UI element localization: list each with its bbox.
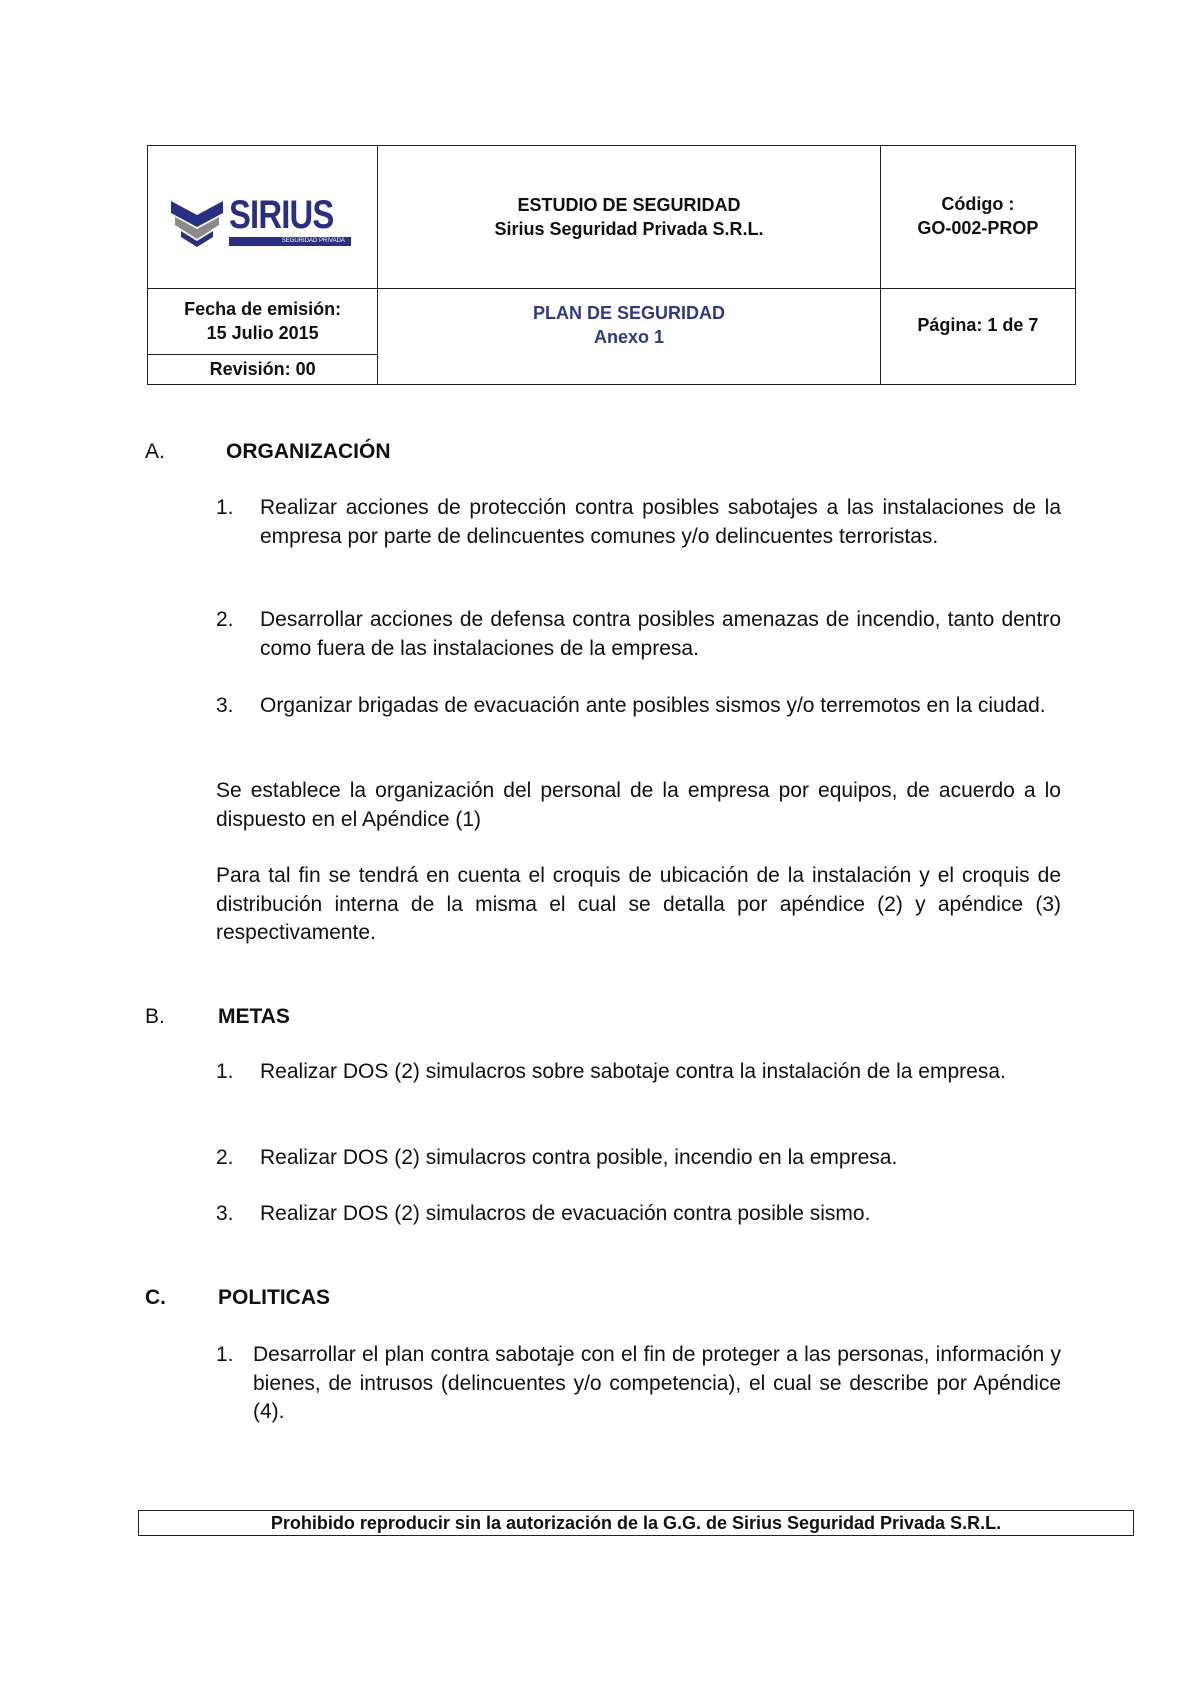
issue-date-label: Fecha de emisión: xyxy=(184,299,342,320)
list-item xyxy=(216,1144,1061,1173)
logo-cell xyxy=(148,146,378,289)
list-item xyxy=(216,1058,1061,1087)
list-item xyxy=(216,494,1061,551)
list-item-text: Realizar DOS (2) simulacros sobre sabotaje contra la instalación de la empresa. xyxy=(260,1060,1006,1083)
code-cell xyxy=(880,146,1075,289)
sirius-shield-icon xyxy=(169,193,225,249)
plan-annex: Anexo 1 xyxy=(593,327,665,348)
code-value: GO-002-PROP xyxy=(917,218,1039,238)
section-b-letter: B. xyxy=(145,1005,165,1028)
issue-date-cell xyxy=(148,288,378,354)
list-item-number: 2. xyxy=(216,1146,234,1169)
page-number-cell xyxy=(880,288,1075,384)
document-title-cell xyxy=(378,146,881,289)
footer-notice: Prohibido reproducir sin la autorización de la G.G. de Sirius Seguridad Privada S.R.L. xyxy=(138,1510,1134,1536)
list-item-text: Desarrollar acciones de defensa contra posibles amenazas de incendio, tanto dentro como fuera de las instalaciones de la empresa. xyxy=(260,608,1061,660)
issue-date-value: 15 Julio 2015 xyxy=(206,323,319,344)
list-item-number: 3. xyxy=(216,1202,234,1225)
revision-cell xyxy=(148,354,378,384)
section-c-letter: C. xyxy=(145,1286,166,1309)
list-item-number: 1. xyxy=(216,496,234,519)
list-item xyxy=(216,692,1061,721)
company-logo xyxy=(148,193,377,249)
logo-wordmark: SIRIUS xyxy=(228,193,334,238)
list-item-number: 1. xyxy=(216,1343,234,1366)
section-b-title: METAS xyxy=(218,1005,290,1028)
list-item-text: Realizar acciones de protección contra posibles sabotajes a las instalaciones de la empresa por parte de delincuentes comunes y/o delincuentes terroristas. xyxy=(260,496,1061,548)
section-a-title: ORGANIZACIÓN xyxy=(226,440,391,463)
list-item xyxy=(216,606,1061,663)
document-title: ESTUDIO DE SEGURIDAD xyxy=(517,194,741,215)
plan-title: PLAN DE SEGURIDAD xyxy=(532,303,725,324)
list-item-number: 1. xyxy=(216,1060,234,1083)
section-c-title: POLITICAS xyxy=(218,1286,331,1309)
list-item-number: 3. xyxy=(216,694,234,717)
list-item xyxy=(216,1341,1061,1427)
list-item-number: 2. xyxy=(216,608,234,631)
list-item xyxy=(216,1200,1061,1229)
logo-tagline: SEGURIDAD PRIVADA xyxy=(281,238,345,245)
list-item-text: Realizar DOS (2) simulacros de evacuación contra posible sismo. xyxy=(260,1202,871,1225)
list-item-text: Organizar brigadas de evacuación ante posibles sismos y/o terremotos en la ciudad. xyxy=(260,694,1046,717)
page-number: Página: 1 de 7 xyxy=(917,315,1039,336)
company-name: Sirius Seguridad Privada S.R.L. xyxy=(494,218,764,239)
revision: Revisión: 00 xyxy=(209,359,316,380)
document-header-table xyxy=(147,145,1076,385)
logo-tagline-bar xyxy=(229,237,351,246)
list-item-text: Desarrollar el plan contra sabotaje con el fin de proteger a las personas, información y bienes, de intrusos (delincuentes y/o competencia), el cual se describe por Apéndice (4). xyxy=(253,1343,1061,1423)
plan-title-cell xyxy=(378,288,881,384)
list-item-text: Realizar DOS (2) simulacros contra posible, incendio en la empresa. xyxy=(260,1146,898,1169)
code-label: Código : xyxy=(941,194,1015,214)
paragraph-croquis: Para tal fin se tendrá en cuenta el croquis de ubicación de la instalación y el croquis de distribución interna de la misma el cual se detalla por apéndice (2) y apéndice (3) respectivamente. xyxy=(216,864,1061,944)
paragraph-organization: Se establece la organización del personal de la empresa por equipos, de acuerdo a lo dispuesto en el Apéndice (1) xyxy=(216,779,1061,831)
section-a-letter: A. xyxy=(145,440,165,463)
